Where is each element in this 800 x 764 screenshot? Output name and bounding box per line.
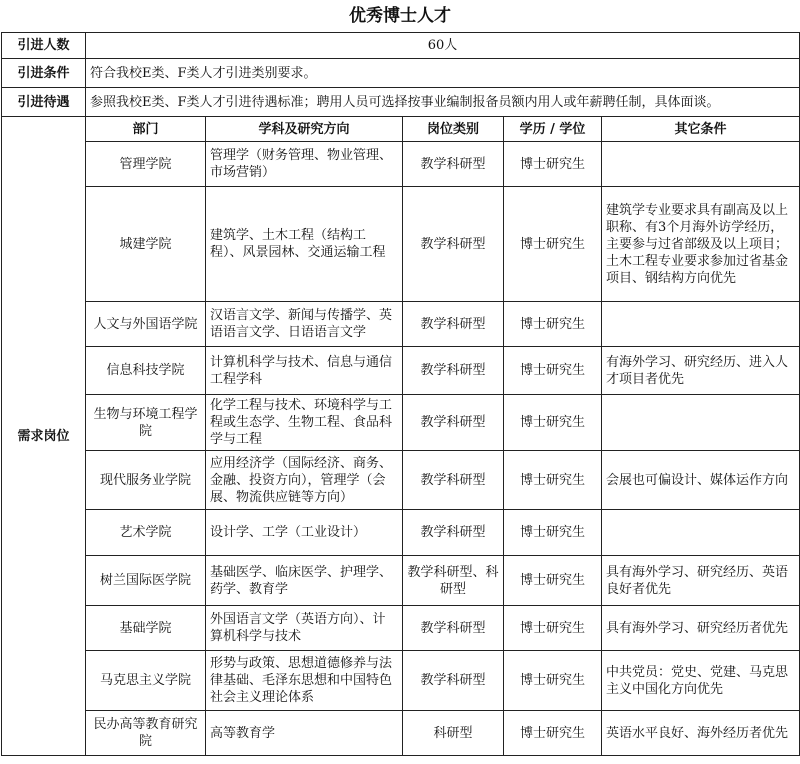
- subject-cell: 计算机科学与技术、信息与通信工程学科: [206, 347, 403, 395]
- quota-label: 引进人数: [2, 33, 86, 59]
- header-other: 其它条件: [602, 117, 800, 142]
- subject-cell: 设计学、工学（工业设计）: [206, 510, 403, 556]
- dept-cell: 城建学院: [86, 187, 206, 302]
- type-cell: 教学科研型: [403, 451, 504, 510]
- dept-cell: 生物与环境工程学院: [86, 395, 206, 451]
- other-cell: [602, 302, 800, 347]
- type-cell: 教学科研型: [403, 395, 504, 451]
- dept-cell: 树兰国际医学院: [86, 556, 206, 606]
- other-cell: 建筑学专业要求具有副高及以上职称、有3个月海外访学经历，主要参与过省部级及以上项目；土木工程专业要求参加过省基金项目、钢结构方向优先: [602, 187, 800, 302]
- table-row: [2, 142, 800, 187]
- header-subject: 学科及研究方向: [206, 117, 403, 142]
- dept-cell: 基础学院: [86, 606, 206, 651]
- condition-label: 引进条件: [2, 59, 86, 88]
- table-row: [2, 711, 800, 756]
- dept-cell: 人文与外国语学院: [86, 302, 206, 347]
- type-cell: 教学科研型、科研型: [403, 556, 504, 606]
- type-cell: 教学科研型: [403, 347, 504, 395]
- other-cell: 具有海外学习、研究经历、英语良好者优先: [602, 556, 800, 606]
- condition-row: [2, 59, 800, 88]
- header-dept: 部门: [86, 117, 206, 142]
- type-cell: 教学科研型: [403, 142, 504, 187]
- degree-cell: 博士研究生: [504, 347, 602, 395]
- header-type: 岗位类别: [403, 117, 504, 142]
- other-cell: 中共党员：党史、党建、马克思主义中国化方向优先: [602, 651, 800, 711]
- benefit-label: 引进待遇: [2, 88, 86, 117]
- header-row: [2, 117, 800, 142]
- type-cell: 教学科研型: [403, 651, 504, 711]
- header-degree: 学历 / 学位: [504, 117, 602, 142]
- dept-cell: 信息科技学院: [86, 347, 206, 395]
- subject-cell: 化学工程与技术、环境科学与工程或生态学、生物工程、食品科学与工程: [206, 395, 403, 451]
- other-cell: [602, 142, 800, 187]
- type-cell: 教学科研型: [403, 187, 504, 302]
- other-cell: 会展也可偏设计、媒体运作方向: [602, 451, 800, 510]
- dept-cell: 管理学院: [86, 142, 206, 187]
- table-row: [2, 347, 800, 395]
- subject-cell: 基础医学、临床医学、护理学、药学、教育学: [206, 556, 403, 606]
- benefit-value: 参照我校E类、F类人才引进待遇标准；聘用人员可选择按事业编制报备员额内用人或年薪聘任制，具体面谈。: [86, 88, 800, 117]
- dept-cell: 马克思主义学院: [86, 651, 206, 711]
- type-cell: 教学科研型: [403, 606, 504, 651]
- table-row: [2, 187, 800, 302]
- degree-cell: 博士研究生: [504, 510, 602, 556]
- degree-cell: 博士研究生: [504, 187, 602, 302]
- type-cell: 教学科研型: [403, 302, 504, 347]
- subject-cell: 管理学（财务管理、物业管理、市场营销）: [206, 142, 403, 187]
- benefit-row: [2, 88, 800, 117]
- subject-cell: 外国语言文学（英语方向）、计算机科学与技术: [206, 606, 403, 651]
- positions-label: 需求岗位: [2, 117, 86, 756]
- type-cell: 教学科研型: [403, 510, 504, 556]
- other-cell: [602, 395, 800, 451]
- other-cell: [602, 510, 800, 556]
- table-row: [2, 606, 800, 651]
- subject-cell: 高等教育学: [206, 711, 403, 756]
- subject-cell: 汉语言文学、新闻与传播学、英语语言文学、日语语言文学: [206, 302, 403, 347]
- other-cell: 具有海外学习、研究经历者优先: [602, 606, 800, 651]
- degree-cell: 博士研究生: [504, 395, 602, 451]
- table-row: [2, 510, 800, 556]
- degree-cell: 博士研究生: [504, 651, 602, 711]
- quota-row: [2, 33, 800, 59]
- dept-cell: 现代服务业学院: [86, 451, 206, 510]
- type-cell: 科研型: [403, 711, 504, 756]
- table-row: [2, 651, 800, 711]
- dept-cell: 艺术学院: [86, 510, 206, 556]
- subject-cell: 应用经济学（国际经济、商务、金融、投资方向），管理学（会展、物流供应链等方向）: [206, 451, 403, 510]
- degree-cell: 博士研究生: [504, 606, 602, 651]
- quota-value: 60人: [86, 33, 800, 59]
- other-cell: 英语水平良好、海外经历者优先: [602, 711, 800, 756]
- degree-cell: 博士研究生: [504, 142, 602, 187]
- page-title: 优秀博士人才: [349, 6, 451, 26]
- table-row: [2, 395, 800, 451]
- table-row: [2, 556, 800, 606]
- condition-value: 符合我校E类、F类人才引进类别要求。: [86, 59, 800, 88]
- degree-cell: 博士研究生: [504, 451, 602, 510]
- degree-cell: 博士研究生: [504, 302, 602, 347]
- degree-cell: 博士研究生: [504, 711, 602, 756]
- dept-cell: 民办高等教育研究院: [86, 711, 206, 756]
- other-cell: 有海外学习、研究经历、进入人才项目者优先: [602, 347, 800, 395]
- table-row: [2, 451, 800, 510]
- talent-table: [1, 32, 800, 756]
- degree-cell: 博士研究生: [504, 556, 602, 606]
- table-row: [2, 302, 800, 347]
- subject-cell: 建筑学、土木工程（结构工程）、风景园林、交通运输工程: [206, 187, 403, 302]
- subject-cell: 形势与政策、思想道德修养与法律基础、毛泽东思想和中国特色社会主义理论体系: [206, 651, 403, 711]
